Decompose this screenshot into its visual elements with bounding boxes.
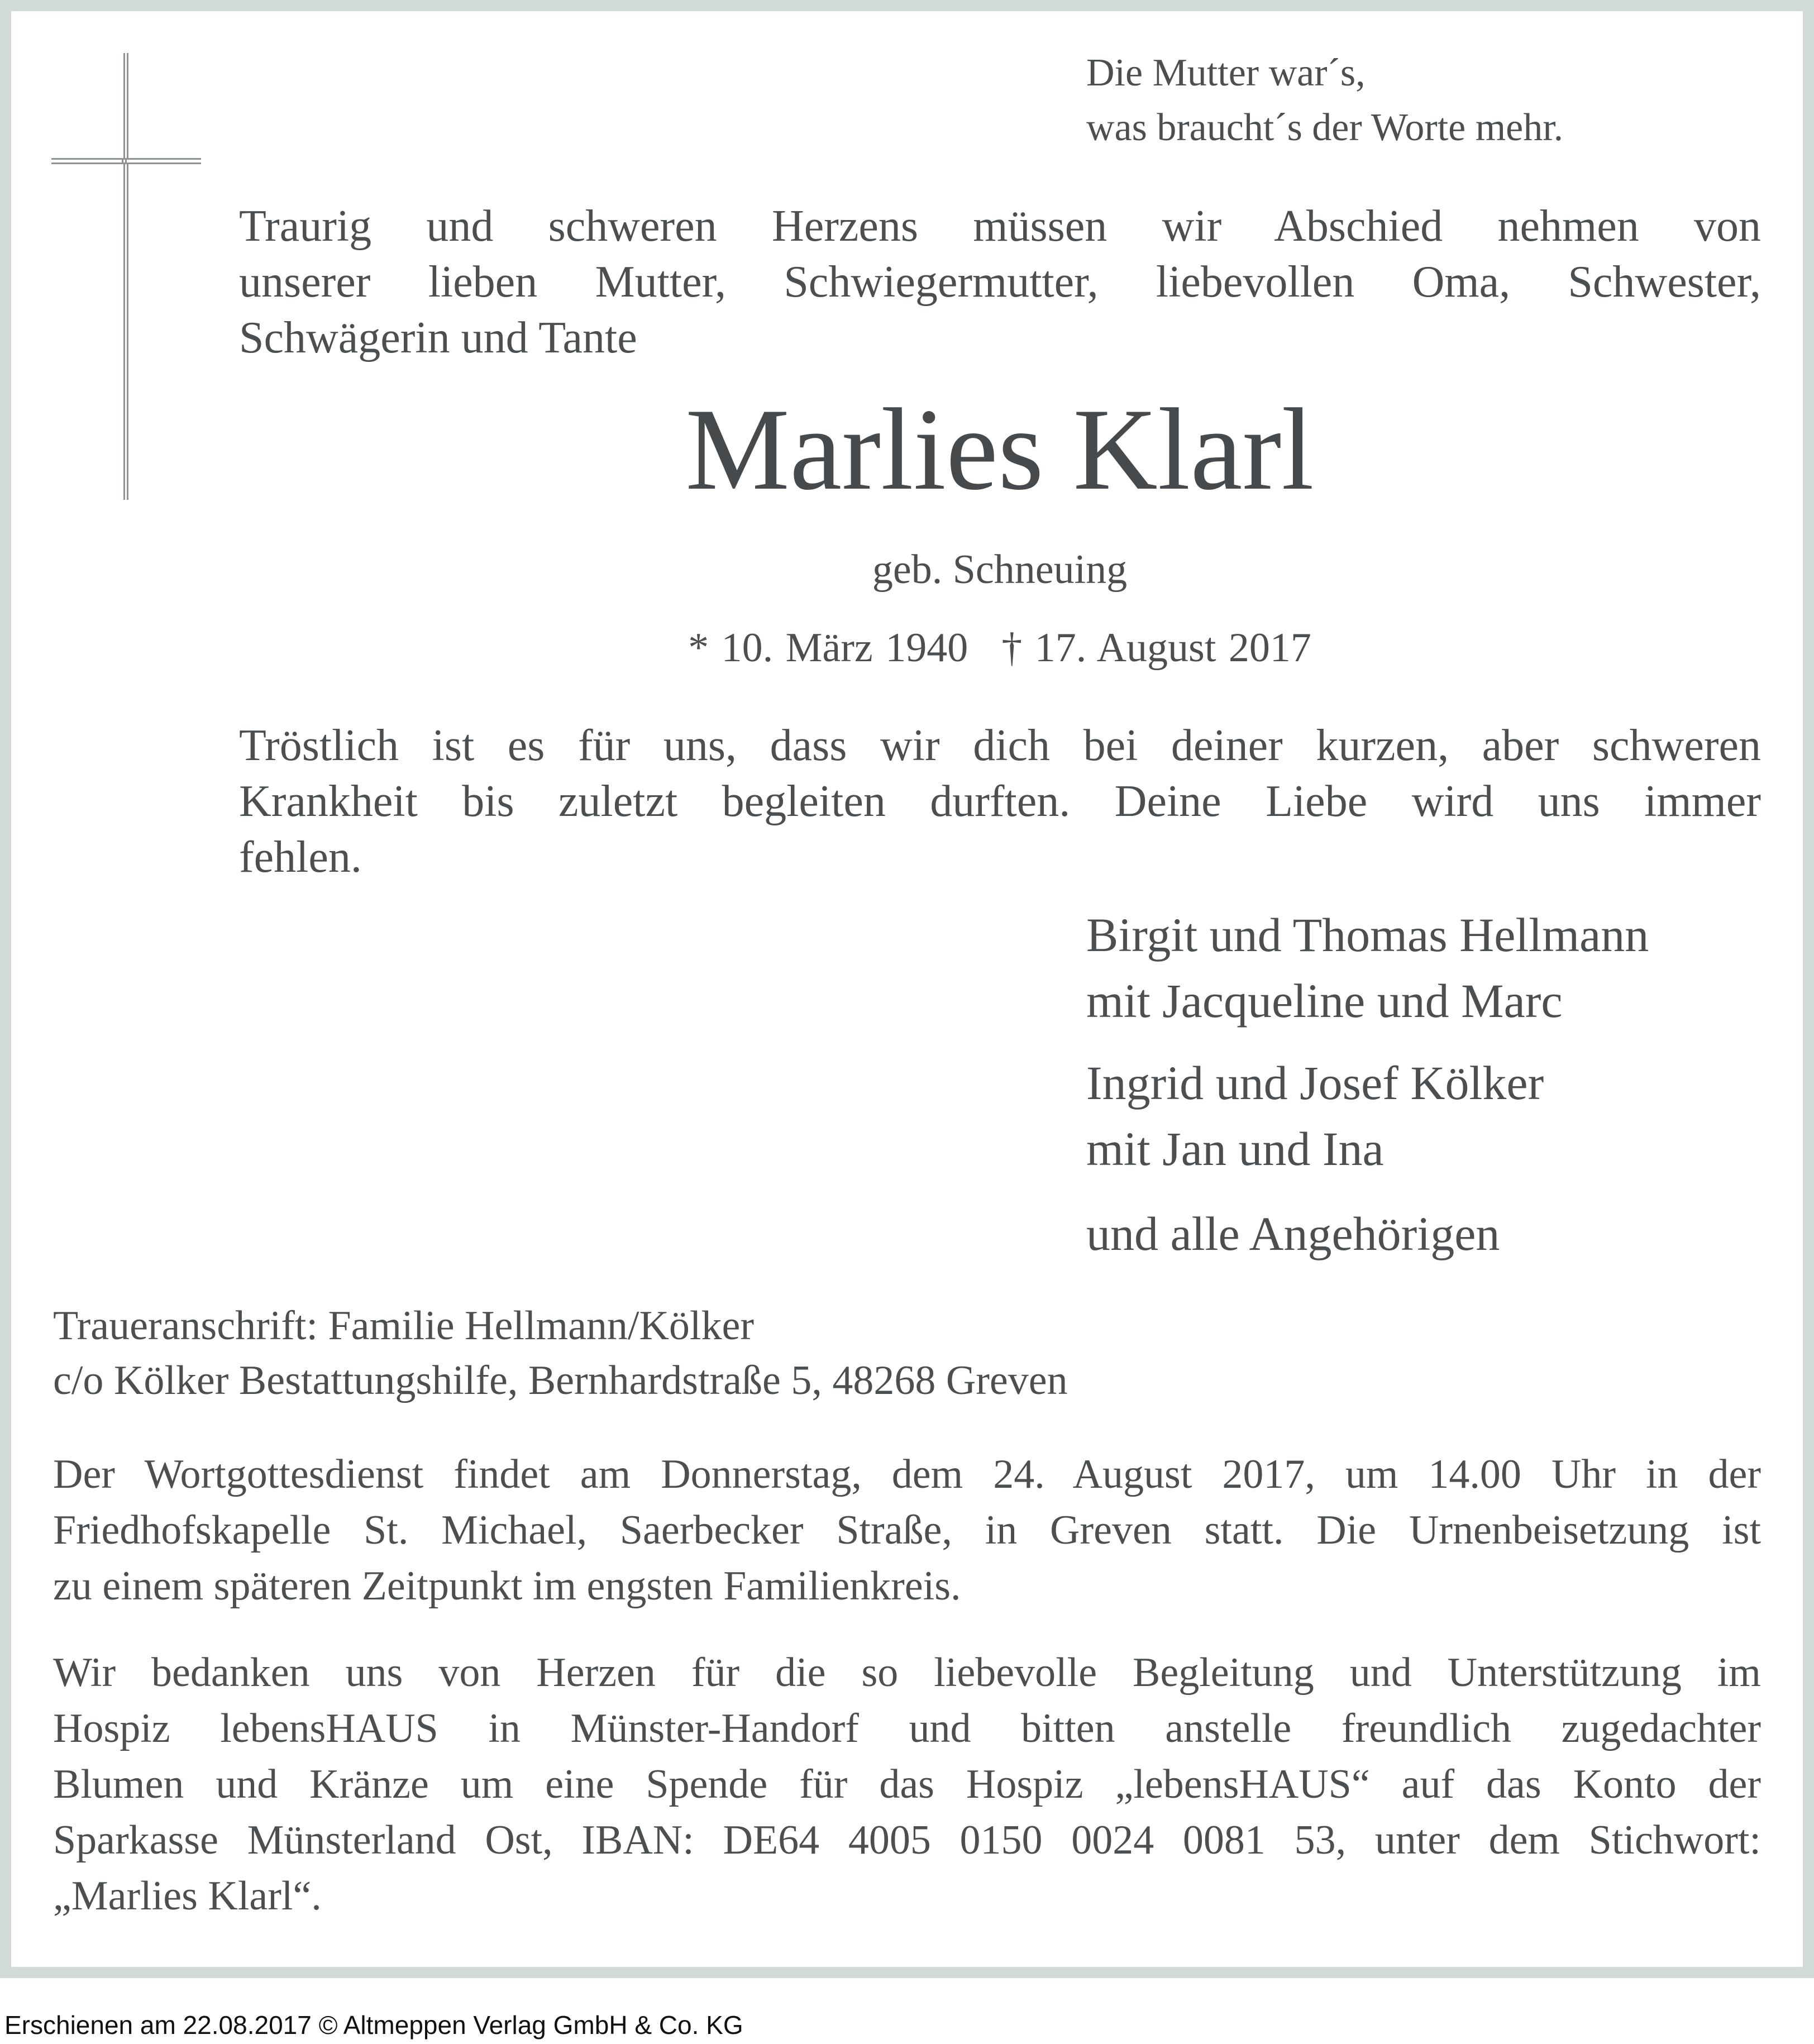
thanks-line: Hospiz lebensHAUS in Münster-Handorf und bitten anstelle freundlich zugedachter [53, 1706, 1761, 1751]
mourner-line: Ingrid und Josef Kölker [1086, 1056, 1544, 1110]
intro-line: unserer lieben Mutter, Schwiegermutter, liebevollen Oma, Schwester, [239, 257, 1761, 307]
mourner-group [1086, 1201, 1500, 1267]
service-line: Der Wortgottesdienst findet am Donnerstag, dem 24. August 2017, um 14.00 Uhr in der [53, 1451, 1761, 1497]
mourner-line: mit Jan und Ina [1086, 1122, 1384, 1176]
mourner-group [1086, 1050, 1544, 1182]
service-info [53, 1446, 1761, 1614]
birth-date: * 10. März 1940 [688, 625, 968, 671]
service-line: zu einem späteren Zeitpunkt im engsten Familienkreis. [53, 1563, 961, 1609]
thanks-line: „Marlies Klarl“. [53, 1873, 322, 1919]
thanks-line: Wir bedanken uns von Herzen für die so liebevolle Begleitung und Unterstützung im [53, 1650, 1761, 1696]
intro-line: Schwägerin und Tante [239, 313, 637, 362]
comfort-text [239, 718, 1761, 885]
address-line: Traueranschrift: Familie Hellmann/Kölker [53, 1303, 754, 1349]
comfort-line: Tröstlich ist es für uns, dass wir dich bei deiner kurzen, aber schweren [239, 721, 1761, 770]
motto [1086, 46, 1563, 155]
service-line: Friedhofskapelle St. Michael, Saerbecker Straße, in Greven statt. Die Urnenbeisetzung ist [53, 1507, 1761, 1553]
address-line: c/o Kölker Bestattungshilfe, Bernhardstraße 5, 48268 Greven [53, 1358, 1068, 1403]
intro-text [239, 198, 1761, 366]
thanks-line: Sparkasse Münsterland Ost, IBAN: DE64 4005 0150 0024 0081 53, unter dem Stichwort: [53, 1817, 1761, 1863]
thanks-line: Blumen und Kränze um eine Spende für das Hospiz „lebensHAUS“ auf das Konto der [53, 1761, 1761, 1807]
mourner-line: Birgit und Thomas Hellmann [1086, 908, 1649, 962]
mourner-group [1086, 902, 1649, 1034]
comfort-line: Krankheit bis zuletzt begleiten durften. Deine Liebe wird uns immer [239, 777, 1761, 826]
motto-line: was braucht´s der Worte mehr. [1086, 106, 1564, 149]
intro-line: Traurig und schweren Herzens müssen wir Abschied nehmen von [239, 202, 1761, 251]
cross-icon-horizontal [51, 158, 201, 164]
motto-line: Die Mutter war´s, [1086, 51, 1366, 94]
mourning-address [53, 1298, 1068, 1408]
comfort-line: fehlen. [239, 833, 362, 882]
life-dates [0, 620, 1814, 676]
maiden-name: geb. Schneuing [872, 547, 1128, 593]
publication-footer: Erschienen am 22.08.2017 © Altmeppen Verlag GmbH & Co. KG [4, 2010, 743, 2040]
death-date: † 17. August 2017 [1001, 625, 1311, 671]
mourner-line: mit Jacqueline und Marc [1086, 974, 1563, 1028]
thanks-text [53, 1645, 1761, 1924]
mourner-line: und alle Angehörigen [1086, 1207, 1500, 1260]
deceased-name: Marlies Klarl [685, 385, 1314, 514]
